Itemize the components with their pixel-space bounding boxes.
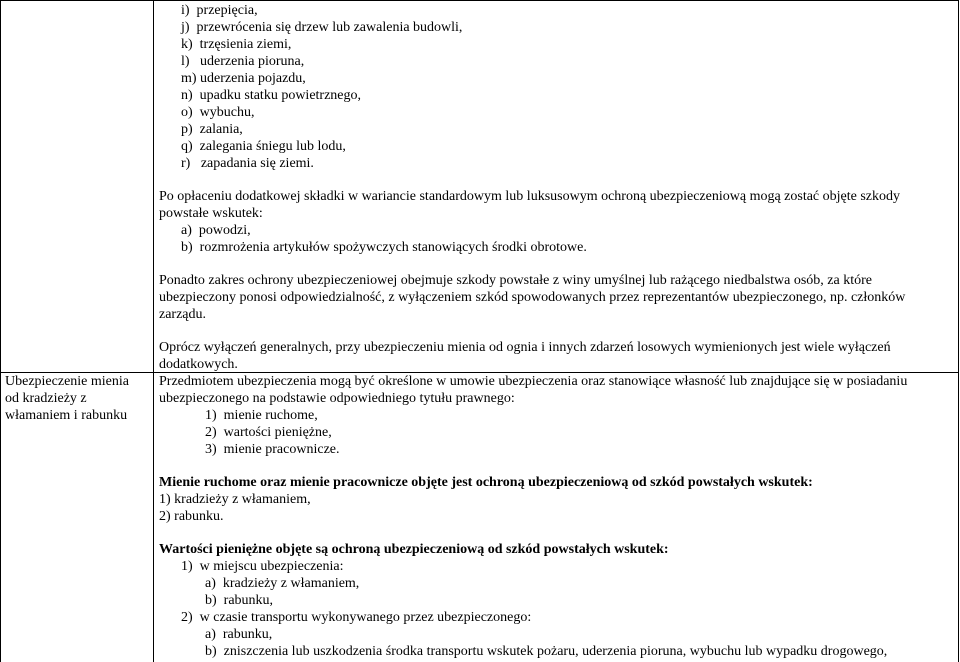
- section-heading: Mienie ruchome oraz mienie pracownicze objęte jest ochroną ubezpieczeniową od szkód powstałych wskutek:: [159, 475, 813, 490]
- list-item: k) trzęsienia ziemi,: [181, 37, 292, 52]
- paragraph-line: Ponadto zakres ochrony ubezpieczeniowej obejmuje szkody powstałe z winy umyślnej lub rażącego niedbalstwa osób, za które: [159, 273, 872, 288]
- list-item: 3) mienie pracownicze.: [205, 442, 340, 457]
- table-border-top: [0, 0, 959, 1]
- table-border-right: [958, 0, 959, 662]
- row-label: włamaniem i rabunku: [5, 408, 128, 423]
- list-item: r) zapadania się ziemi.: [181, 156, 314, 171]
- list-item: m) uderzenia pojazdu,: [181, 71, 306, 86]
- list-item: 1) kradzieży z włamaniem,: [159, 492, 311, 507]
- paragraph-line: Przedmiotem ubezpieczenia mogą być określone w umowie ubezpieczenia oraz stanowiące własność lub znajdujące się w posiadaniu: [159, 374, 908, 389]
- column-divider: [153, 0, 154, 662]
- paragraph-line: zarządu.: [159, 307, 207, 322]
- list-item: 1) mienie ruchome,: [205, 408, 318, 423]
- list-item: 2) wartości pieniężne,: [205, 425, 332, 440]
- list-item: n) upadku statku powietrznego,: [181, 88, 362, 103]
- list-item: 2) w czasie transportu wykonywanego przez ubezpieczonego:: [181, 610, 532, 625]
- list-item: a) kradzieży z włamaniem,: [205, 576, 360, 591]
- list-item: 1) w miejscu ubezpieczenia:: [181, 559, 344, 574]
- table-border-left: [0, 0, 1, 662]
- row-label: od kradzieży z: [5, 391, 87, 406]
- list-item: b) rabunku,: [205, 593, 274, 608]
- paragraph-line: Oprócz wyłączeń generalnych, przy ubezpieczeniu mienia od ognia i innych zdarzeń losowych wymienionych jest wiele wyłączeń: [159, 340, 891, 355]
- list-item: j) przewrócenia się drzew lub zawalenia budowli,: [181, 20, 463, 35]
- section-heading: Wartości pieniężne objęte są ochroną ubezpieczeniową od szkód powstałych wskutek:: [159, 542, 669, 557]
- paragraph-line: ubezpieczony ponosi odpowiedzialność, z wyłączeniem szkód spowodowanych przez reprezentantów ubezpieczonego, np. członków: [159, 290, 906, 305]
- list-item: a) powodzi,: [181, 223, 251, 238]
- list-item: l) uderzenia pioruna,: [181, 54, 305, 69]
- list-item: o) wybuchu,: [181, 105, 255, 120]
- row-label: Ubezpieczenie mienia: [5, 374, 129, 389]
- list-item: i) przepięcia,: [181, 3, 258, 18]
- paragraph-line: Po opłaceniu dodatkowej składki w wariancie standardowym lub luksusowym ochroną ubezpieczeniową mogą zostać objęte szkody: [159, 189, 901, 204]
- list-item: a) rabunku,: [205, 627, 273, 642]
- list-item: q) zalegania śniegu lub lodu,: [181, 139, 346, 154]
- paragraph-line: ubezpieczonego na podstawie odpowiedniego tytułu prawnego:: [159, 391, 515, 406]
- list-item: p) zalania,: [181, 122, 243, 137]
- list-item: b) zniszczenia lub uszkodzenia środka transportu wskutek pożaru, uderzenia pioruna, wybuchu lub wypadku drogowego,: [205, 644, 888, 659]
- paragraph-line: powstałe wskutek:: [159, 206, 263, 221]
- list-item: 2) rabunku.: [159, 509, 224, 524]
- paragraph-line: dodatkowych.: [159, 357, 238, 372]
- list-item: b) rozmrożenia artykułów spożywczych stanowiących środki obrotowe.: [181, 240, 587, 255]
